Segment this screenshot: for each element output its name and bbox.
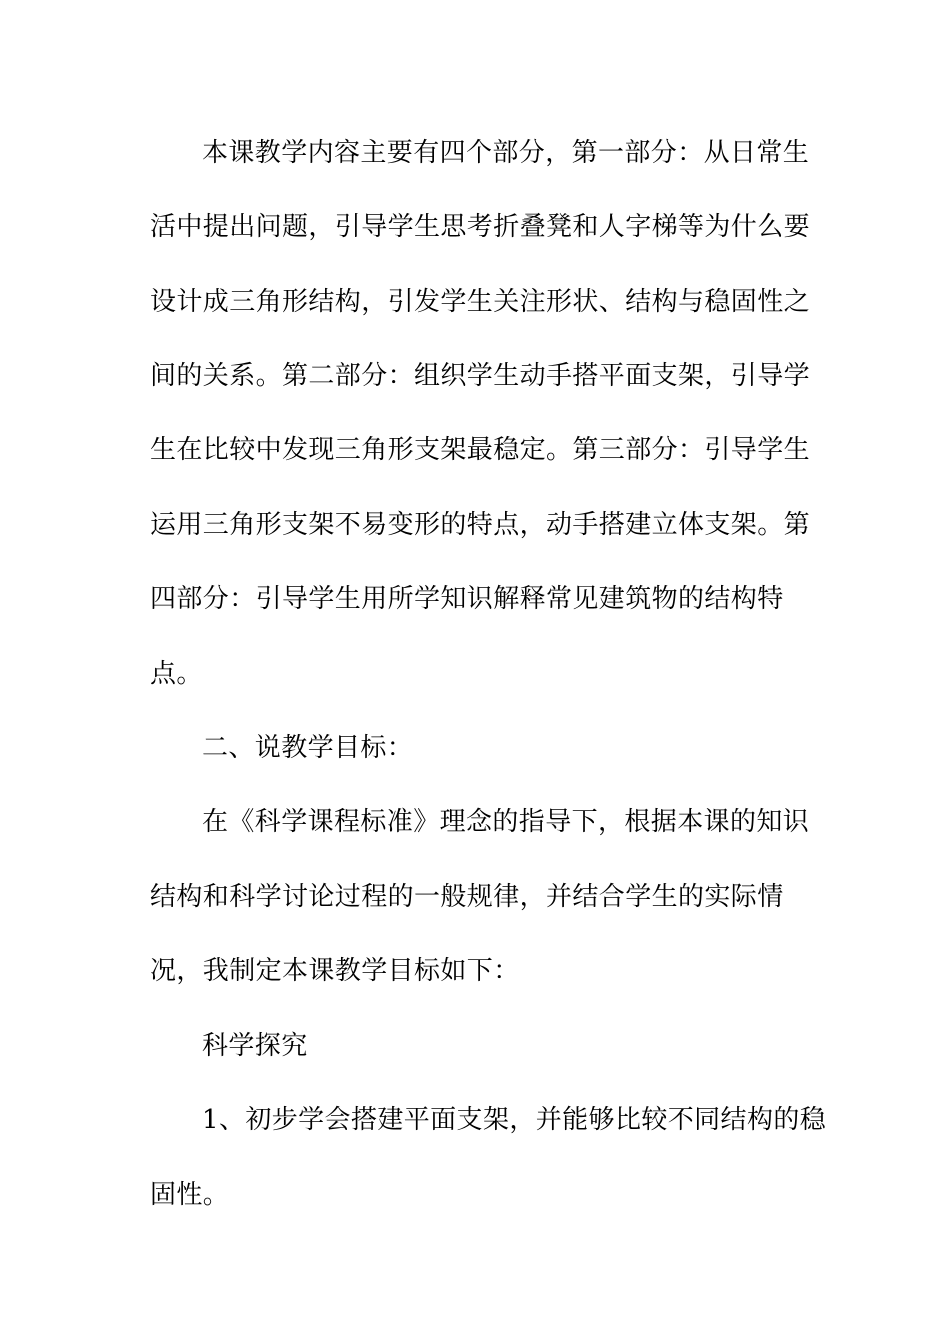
paragraph-1-line-3: 设计成三角形结构，引发学生关注形状、结构与稳固性之 <box>150 287 811 317</box>
paragraph-3-line-3: 况，我制定本课教学目标如下： <box>150 956 520 986</box>
paragraph-1-line-2: 活中提出问题，引导学生思考折叠凳和人字梯等为什么要 <box>150 212 811 242</box>
objective-item-1-line-1: 1、初步学会搭建平面支架，并能够比较不同结构的稳 <box>202 1105 827 1135</box>
paragraph-1-line-5: 生在比较中发现三角形支架最稳定。第三部分：引导学生 <box>150 435 811 465</box>
paragraph-1-line-6: 运用三角形支架不易变形的特点，动手搭建立体支架。第 <box>150 510 811 540</box>
paragraph-1-line-4: 间的关系。第二部分：组织学生动手搭平面支架，引导学 <box>150 361 811 391</box>
paragraph-1-line-1: 本课教学内容主要有四个部分，第一部分：从日常生 <box>202 138 810 168</box>
paragraph-1-line-8: 点。 <box>150 659 203 689</box>
subheading-science-inquiry: 科学探究 <box>202 1031 308 1061</box>
paragraph-1-line-7: 四部分：引导学生用所学知识解释常见建筑物的结构特 <box>150 584 784 614</box>
paragraph-3-line-2: 结构和科学讨论过程的一般规律，并结合学生的实际情 <box>150 882 784 912</box>
paragraph-3-line-1: 在《科学课程标准》理念的指导下，根据本课的知识 <box>202 807 810 837</box>
section-heading: 二、说教学目标： <box>202 733 414 763</box>
objective-item-1-line-2: 固性。 <box>150 1180 230 1210</box>
